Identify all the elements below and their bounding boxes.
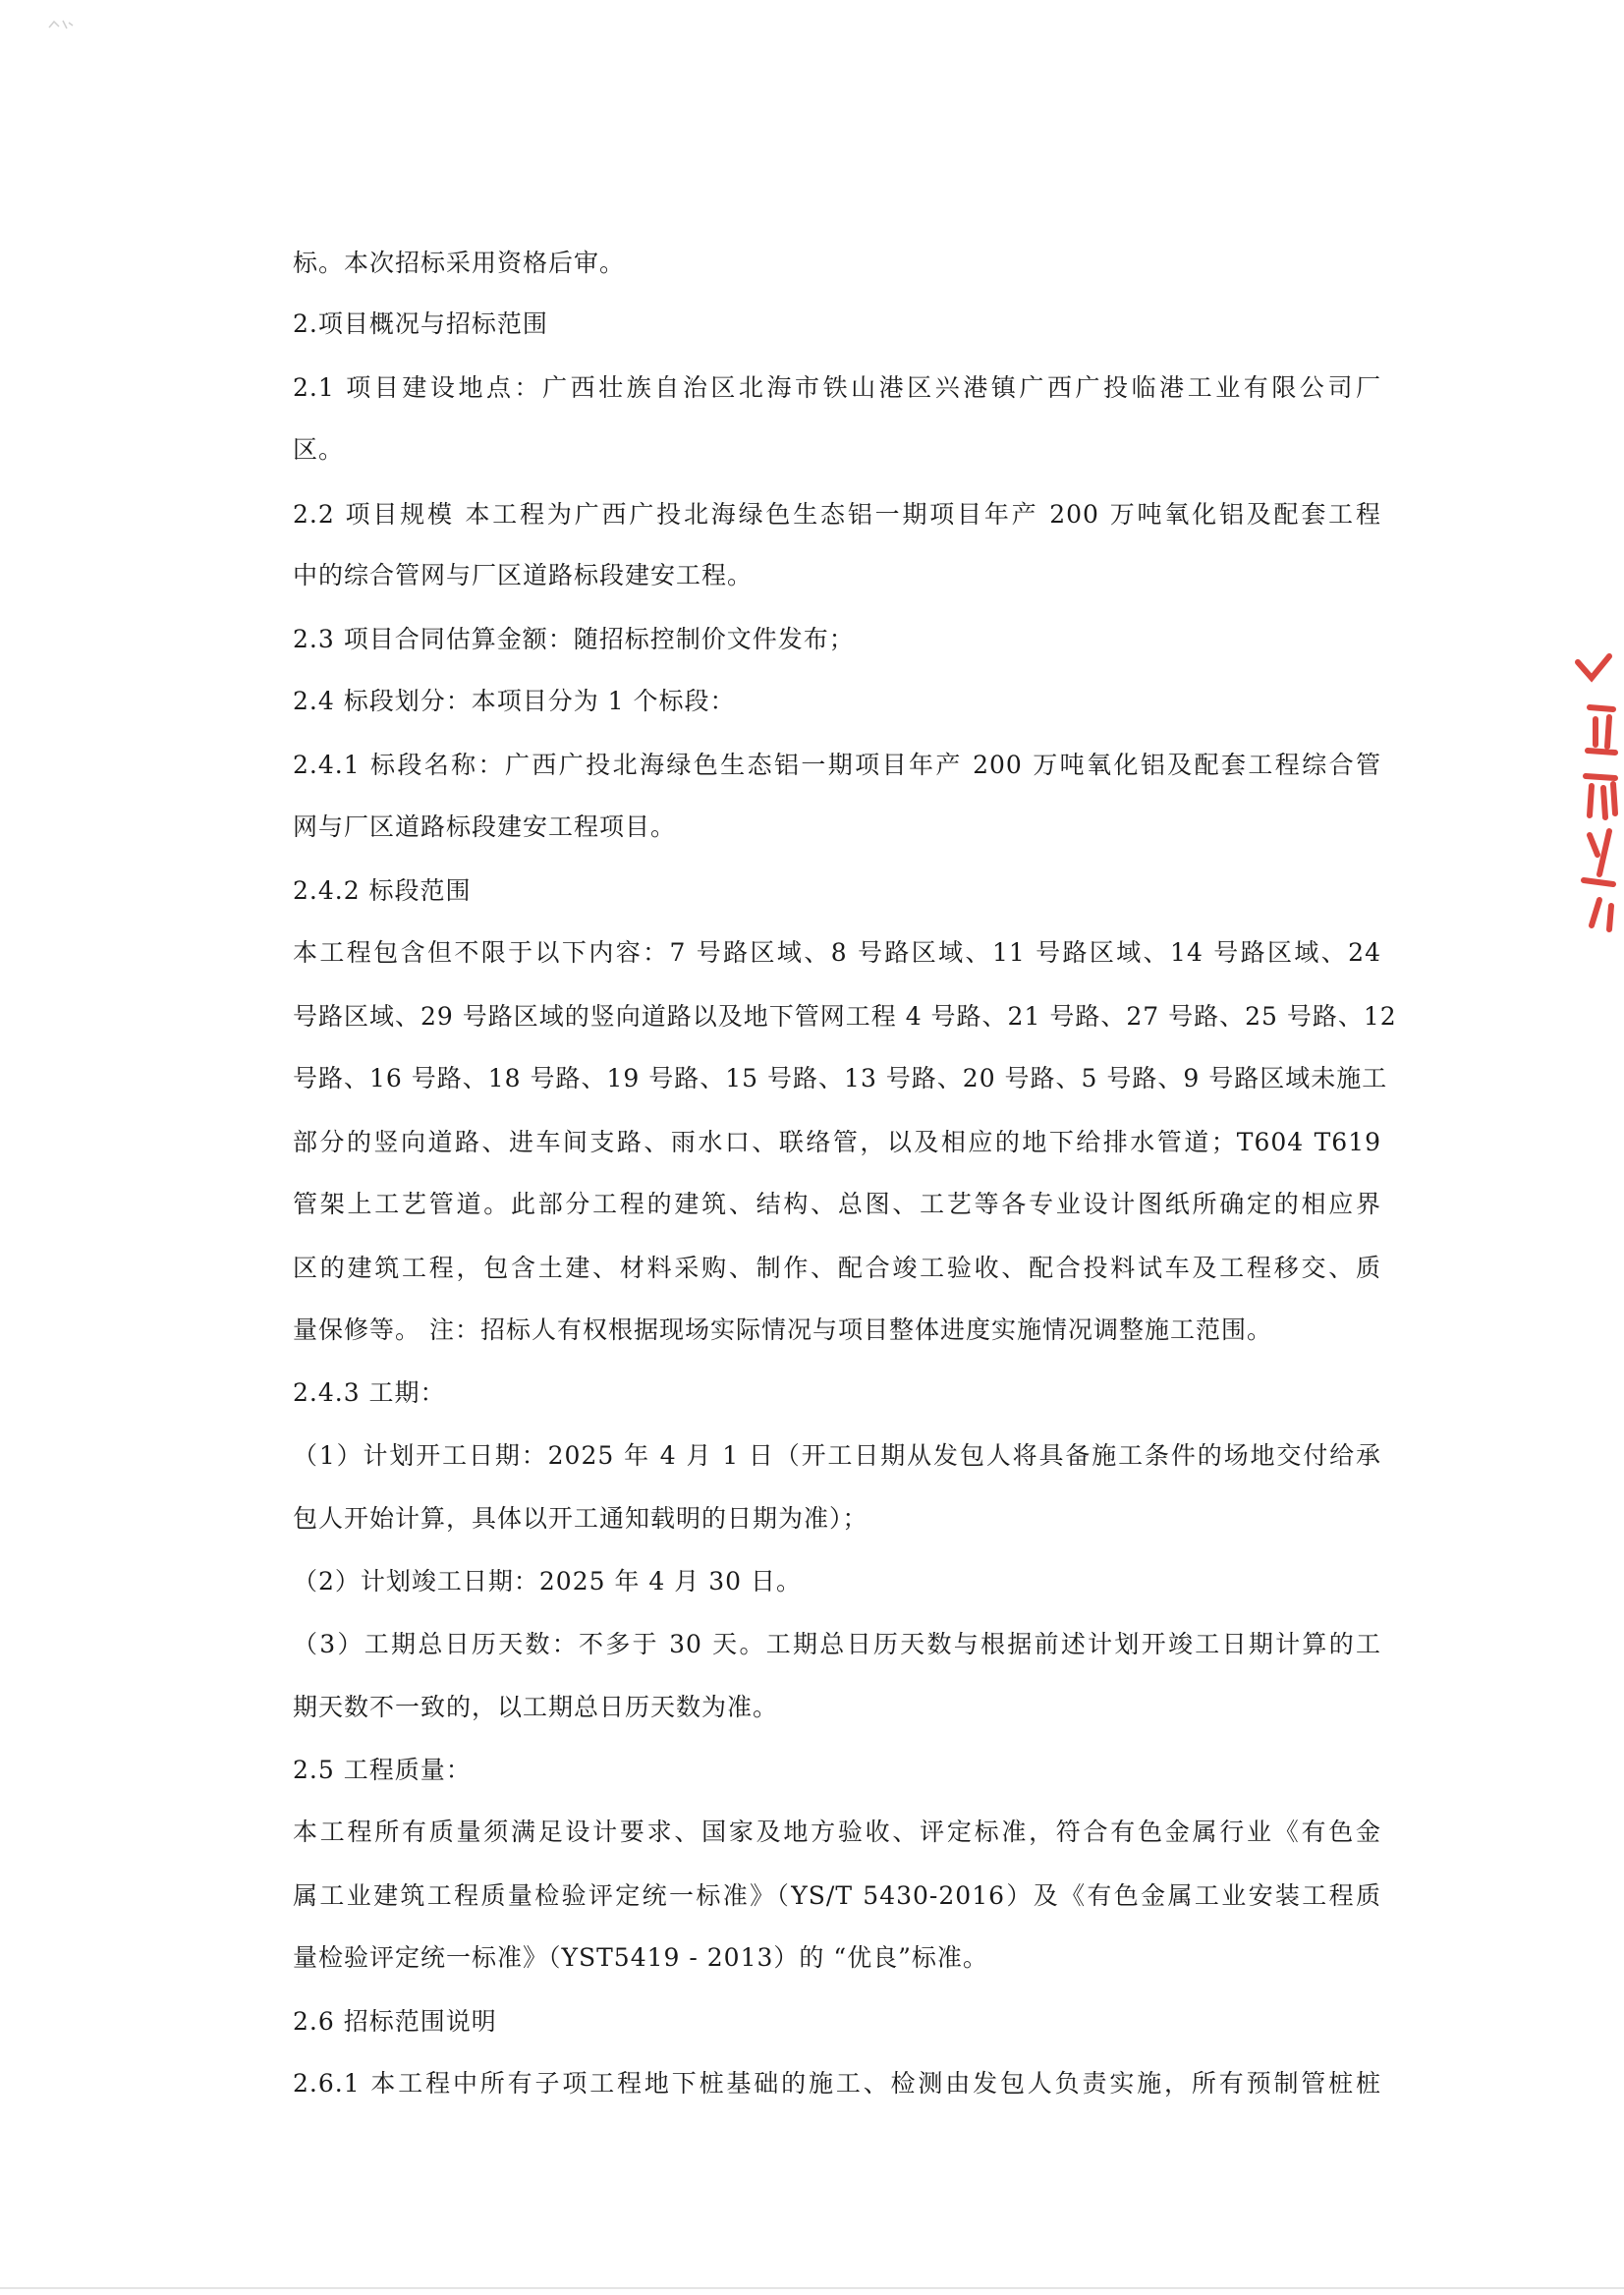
text-line: （2）计划竣工日期：2025 年 4 月 30 日。 [293,1567,802,1595]
text-line: 号路、16 号路、18 号路、19 号路、15 号路、13 号路、20 号路、5 号路、9 号路区域未施工 [293,1064,1388,1092]
text-line: 量保修等。 注：招标人有权根据现场实际情况与项目整体进度实施情况调整施工范围。 [293,1315,1272,1344]
section-heading: 2.6 招标范围说明 [293,2007,497,2036]
text-line: 标。本次招标采用资格后审。 [293,249,626,277]
text-line: 2.2 项目规模 本工程为广西广投北海绿色生态铝一期项目年产 200 万吨氧化铝及配套工程 [293,500,1381,529]
text-line: 网与厂区道路标段建安工程项目。 [293,812,677,841]
text-line: （1）计划开工日期：2025 年 4 月 1 日（开工日期从发包人将具备施工条件的场地交付给承 [293,1441,1381,1470]
text-line: 2.6.1 本工程中所有子项工程地下桩基础的施工、检测由发包人负责实施，所有预制管桩桩 [293,2069,1381,2098]
text-line: 号路区域、29 号路区域的竖向道路以及地下管网工程 4 号路、21 号路、27 号路、25 号路、12 [293,1002,1397,1031]
text-line: 期天数不一致的，以工期总日历天数为准。 [293,1693,779,1721]
text-line: 量检验评定统一标准》（YST5419 - 2013）的 “优良”标准。 [293,1943,988,1972]
text-line: 本工程包含但不限于以下内容：7 号路区域、8 号路区域、11 号路区域、14 号路区域、24 [293,938,1381,967]
text-line: 2.4.1 标段名称：广西广投北海绿色生态铝一期项目年产 200 万吨氧化铝及配套工程综合管 [293,751,1381,779]
text-line: （3）工期总日历天数：不多于 30 天。工期总日历天数与根据前述计划开竣工日期计算的工 [293,1630,1381,1658]
scan-edge [0,2287,1624,2289]
section-heading: 2.5 工程质量： [293,1756,472,1784]
seal-stamp-icon [1570,648,1624,933]
text-line: 管架上工艺管道。此部分工程的建筑、结构、总图、工艺等各专业设计图纸所确定的相应界 [293,1190,1381,1218]
text-line: 2.4 标段划分：本项目分为 1 个标段： [293,687,736,715]
text-line: 区。 [293,435,345,464]
section-heading: 2.4.2 标段范围 [293,876,472,905]
text-line: 中的综合管网与厂区道路标段建安工程。 [293,561,754,589]
text-line: 部分的竖向道路、进车间支路、雨水口、联络管，以及相应的地下给排水管道；T604 T619 [293,1128,1381,1156]
text-line: 2.3 项目合同估算金额：随招标控制价文件发布； [293,625,855,653]
text-line: 包人开始计算，具体以开工通知载明的日期为准）； [293,1504,868,1533]
section-heading: 2.4.3 工期： [293,1378,446,1407]
scan-mark-icon [47,18,75,31]
section-heading: 2.项目概况与招标范围 [293,309,548,338]
text-line: 2.1 项目建设地点：广西壮族自治区北海市铁山港区兴港镇广西广投临港工业有限公司厂 [293,373,1381,402]
text-line: 区的建筑工程，包含土建、材料采购、制作、配合竣工验收、配合投料试车及工程移交、质 [293,1254,1381,1282]
text-line: 本工程所有质量须满足设计要求、国家及地方验收、评定标准，符合有色金属行业《有色金 [293,1818,1381,1846]
text-line: 属工业建筑工程质量检验评定统一标准》（YS/T 5430-2016）及《有色金属工业安装工程质 [293,1881,1381,1910]
